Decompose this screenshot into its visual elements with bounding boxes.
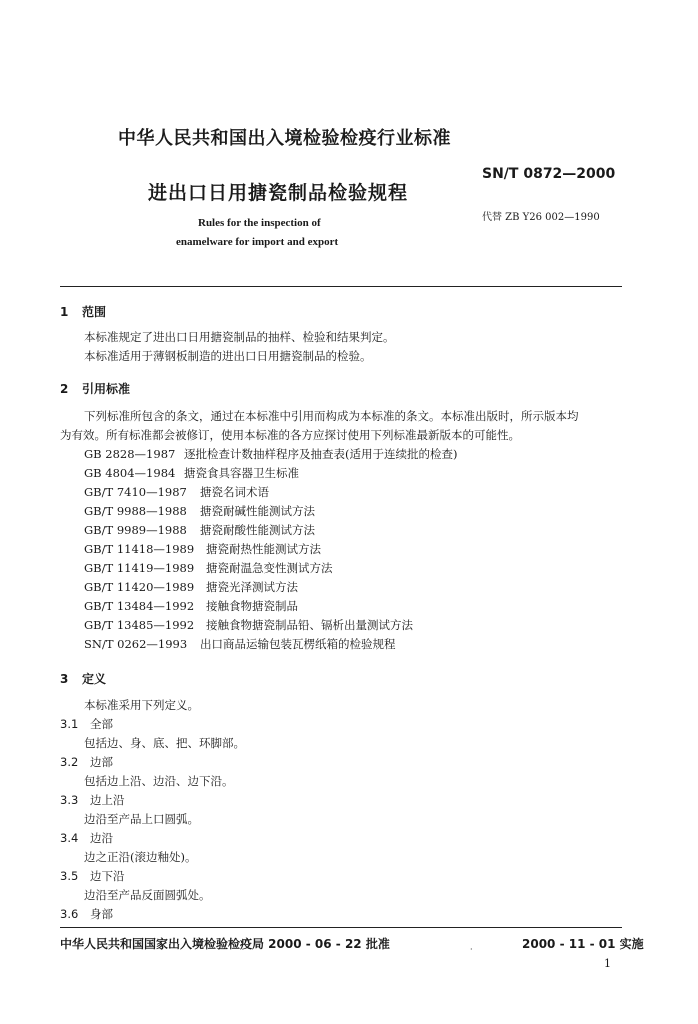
section-number: 3 — [60, 672, 69, 686]
reference-item — [84, 541, 321, 557]
definition-term: 全部 — [90, 717, 113, 731]
definition-heading — [60, 792, 125, 808]
definition-number: 3.1 — [60, 717, 79, 731]
implementation-date: 2000 - 11 - 01 实施 — [522, 937, 644, 951]
reference-code: GB 2828—1987 — [84, 447, 176, 461]
industry-standard-heading: 中华人民共和国出入境检验检疫行业标准 — [118, 128, 451, 149]
reference-name: 逐批检查计数抽样程序及抽查表(适用于连续批的检查) — [184, 447, 458, 461]
definition-term: 边部 — [90, 755, 113, 769]
reference-code: GB/T 11419—1989 — [84, 561, 195, 575]
replaces-standard: 代替 ZB Y26 002—1990 — [482, 212, 600, 223]
reference-name: 搪瓷耐碱性能测试方法 — [200, 504, 315, 518]
section-3-intro: 本标准采用下列定义。 — [84, 698, 199, 712]
reference-item — [84, 446, 457, 462]
reference-name: 搪瓷耐热性能测试方法 — [206, 542, 321, 556]
reference-item — [84, 579, 298, 595]
reference-name: 搪瓷食具容器卫生标准 — [184, 466, 299, 480]
definition-number: 3.4 — [60, 831, 79, 845]
reference-item — [84, 598, 298, 614]
section-2-heading — [60, 380, 130, 397]
reference-name: 搪瓷耐酸性能测试方法 — [200, 523, 315, 537]
section-2-intro-line-2: 为有效。所有标准都会被修订，使用本标准的各方应探讨使用下列标准最新版本的可能性。 — [60, 428, 520, 442]
standard-number: SN/T 0872—2000 — [482, 166, 616, 182]
section-number: 2 — [60, 382, 69, 396]
reference-item — [84, 465, 299, 481]
reference-item — [84, 503, 315, 519]
definition-number: 3.6 — [60, 907, 79, 921]
section-3-heading — [60, 670, 106, 687]
reference-name: 接触食物搪瓷制品铅、镉析出量测试方法 — [206, 618, 413, 632]
definition-text: 包括边、身、底、把、环脚部。 — [84, 736, 245, 750]
reference-item — [84, 522, 315, 538]
document-title-en-line1: Rules for the inspection of — [198, 217, 321, 229]
definition-text: 边之正沿(滚边釉处)。 — [84, 850, 197, 864]
footer-dot: · — [470, 945, 473, 954]
section-2-intro-line-1: 下列标准所包含的条文，通过在本标准中引用而构成为本标准的条文。本标准出版时，所示版本均 — [84, 409, 579, 423]
reference-code: GB/T 13484—1992 — [84, 599, 195, 613]
reference-name: 接触食物搪瓷制品 — [206, 599, 298, 613]
definition-heading — [60, 906, 113, 922]
reference-code: GB/T 9989—1988 — [84, 523, 187, 537]
reference-code: GB/T 7410—1987 — [84, 485, 187, 499]
footer-divider — [60, 927, 622, 928]
section-title: 范围 — [82, 305, 107, 319]
definition-term: 边下沿 — [90, 869, 125, 883]
reference-code: GB/T 13485—1992 — [84, 618, 195, 632]
section-title: 引用标准 — [82, 382, 131, 396]
definition-text: 边沿至产品反面圆弧处。 — [84, 888, 211, 902]
reference-name: 搪瓷光泽测试方法 — [206, 580, 298, 594]
definition-heading — [60, 830, 113, 846]
reference-item — [84, 484, 269, 500]
approval-line: 中华人民共和国国家出入境检验检疫局 2000 - 06 - 22 批准 — [60, 937, 390, 951]
definition-heading — [60, 868, 125, 884]
section-title: 定义 — [82, 672, 107, 686]
definition-term: 边上沿 — [90, 793, 125, 807]
reference-name: 搪瓷名词术语 — [200, 485, 269, 499]
reference-name: 出口商品运输包装瓦楞纸箱的检验规程 — [200, 637, 396, 651]
reference-code: GB/T 9988—1988 — [84, 504, 187, 518]
definition-heading — [60, 716, 113, 732]
definition-text: 边沿至产品上口圆弧。 — [84, 812, 199, 826]
definition-heading — [60, 754, 113, 770]
document-title-en-line2: enamelware for import and export — [176, 236, 339, 248]
reference-item — [84, 617, 413, 633]
reference-code: GB/T 11420—1989 — [84, 580, 195, 594]
section-1-paragraph-2: 本标准适用于薄钢板制造的进出口日用搪瓷制品的检验。 — [84, 349, 372, 363]
reference-item — [84, 560, 333, 576]
reference-item — [84, 636, 396, 652]
definition-number: 3.3 — [60, 793, 79, 807]
definition-number: 3.5 — [60, 869, 79, 883]
definition-term: 身部 — [90, 907, 113, 921]
section-1-paragraph-1: 本标准规定了进出口日用搪瓷制品的抽样、检验和结果判定。 — [84, 330, 395, 344]
page-number: 1 — [604, 957, 611, 970]
definition-number: 3.2 — [60, 755, 79, 769]
reference-code: GB 4804—1984 — [84, 466, 176, 480]
header-divider — [60, 286, 622, 287]
reference-name: 搪瓷耐温急变性测试方法 — [206, 561, 333, 575]
reference-code: GB/T 11418—1989 — [84, 542, 195, 556]
definition-term: 边沿 — [90, 831, 113, 845]
document-title-cn: 进出口日用搪瓷制品检验规程 — [148, 182, 409, 204]
definition-text: 包括边上沿、边沿、边下沿。 — [84, 774, 234, 788]
section-1-heading — [60, 303, 106, 320]
section-number: 1 — [60, 305, 69, 319]
reference-code: SN/T 0262—1993 — [84, 637, 188, 651]
